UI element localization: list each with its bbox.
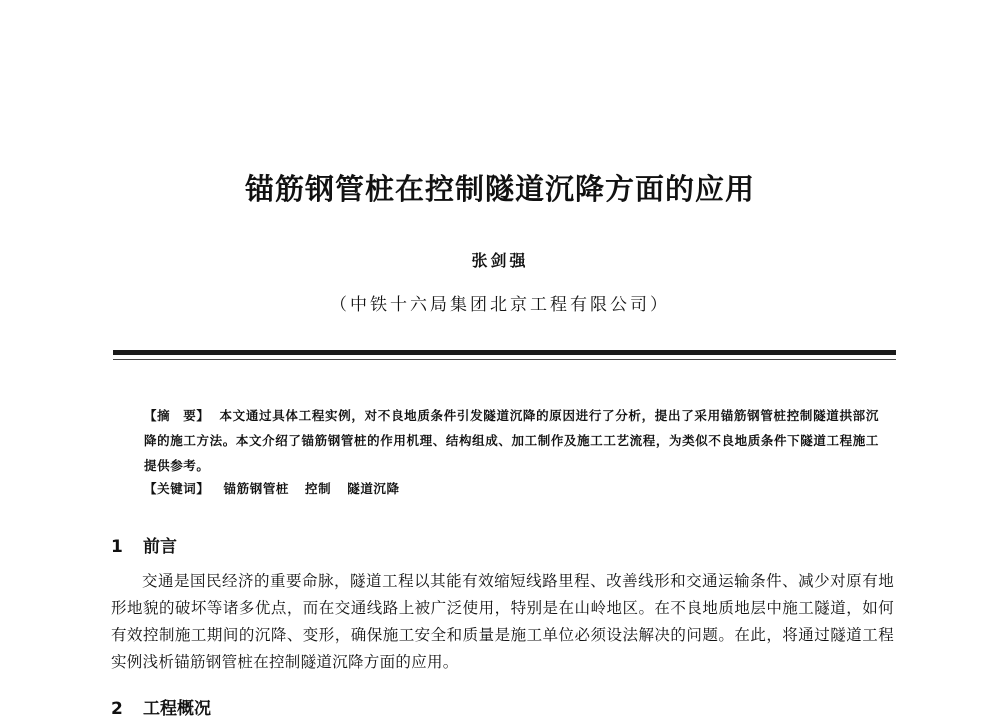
section-title: 前言 <box>143 537 177 557</box>
header-divider-thin <box>113 359 896 360</box>
abstract <box>144 403 879 478</box>
abstract-text: 本文通过具体工程实例，对不良地质条件引发隧道沉降的原因进行了分析，提出了采用锚筋钢管桩控制隧道拱部沉降的施工方法。本文介绍了锚筋钢管桩的作用机理、结构组成、加工制作及施工工艺流程，为类似不良地质条件下隧道工程施工提供参考。 <box>144 408 879 473</box>
header-divider-thick <box>113 350 896 355</box>
paper-title: 锚筋钢管桩在控制隧道沉降方面的应用 <box>244 172 755 206</box>
keywords <box>144 479 416 497</box>
keyword-item: 锚筋钢管桩 <box>223 481 290 496</box>
author-affiliation: （中铁十六局集团北京工程有限公司） <box>330 295 670 315</box>
abstract-label: 【摘 要】 <box>144 408 210 423</box>
keyword-item: 隧道沉降 <box>347 481 400 496</box>
section-paragraph: 交通是国民经济的重要命脉，隧道工程以其能有效缩短线路里程、改善线形和交通运输条件、减少对原有地形地貌的破坏等诸多优点，而在交通线路上被广泛使用，特别是在山岭地区。在不良地质地层中施工隧道，如何有效控制施工期间的沉降、变形，确保施工安全和质量是施工单位必须设法解决的问题。在此，将通过隧道工程实例浅析锚筋钢管桩在控制隧道沉降方面的应用。 <box>111 572 894 671</box>
section-title: 工程概况 <box>143 699 211 719</box>
keywords-label: 【关键词】 <box>144 481 210 496</box>
section-heading-introduction <box>111 532 177 557</box>
keyword-item: 控制 <box>305 481 332 496</box>
author-name: 张剑强 <box>471 251 529 270</box>
section-heading-project-overview <box>111 694 211 719</box>
section-number: 1 <box>111 537 123 557</box>
section-number: 2 <box>111 699 123 719</box>
